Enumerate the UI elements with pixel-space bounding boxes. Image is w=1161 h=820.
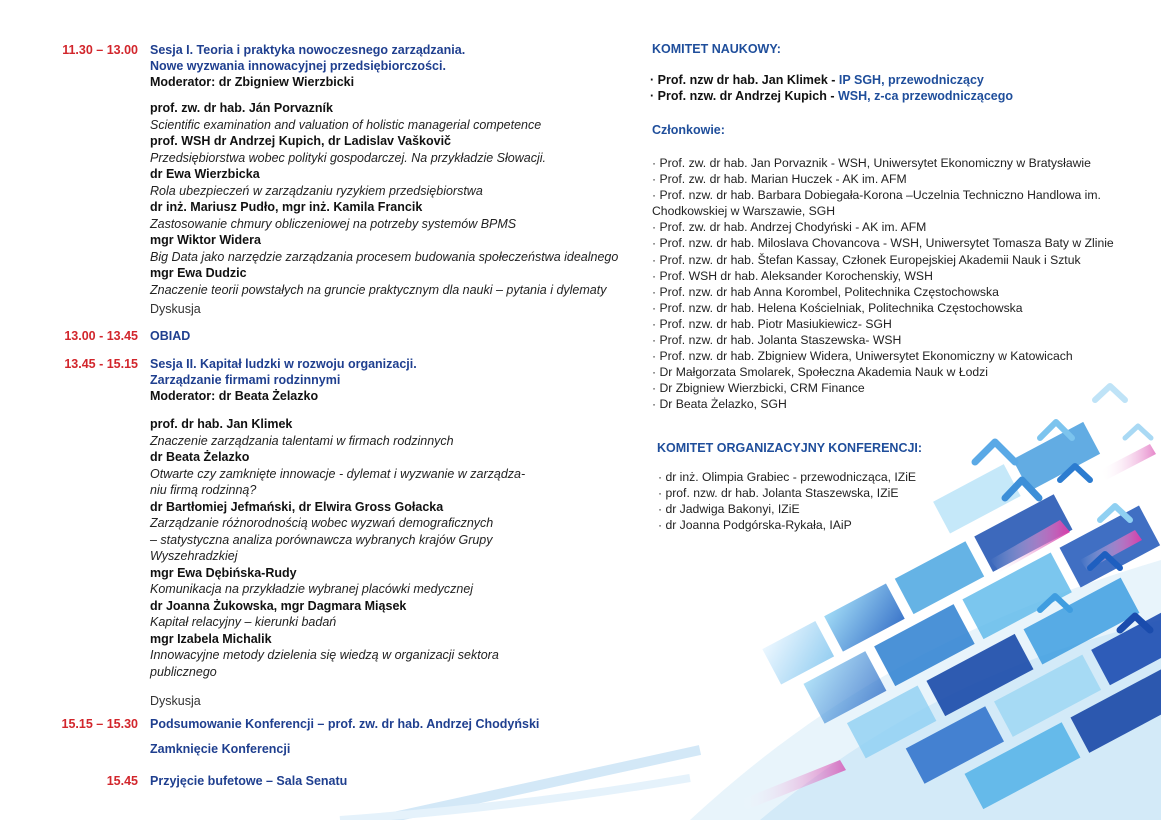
committee-chair [650, 72, 984, 88]
scientific-committee-heading: KOMITET NAUKOWY: [652, 42, 781, 56]
committee-chair-name: · Prof. nzw dr hab. Jan Klimek - [650, 73, 839, 87]
talk-title-line: Wyszehradzkiej [150, 549, 238, 563]
talk-title [150, 581, 620, 598]
talk-entry [150, 199, 620, 232]
session-2-header [150, 356, 620, 404]
talk-speakers: mgr Ewa Dudzic [150, 266, 247, 280]
talk-title-line: Otwarte czy zamknięte innowacje - dylemat i wyzwanie w zarządza- [150, 466, 526, 481]
talk-title [150, 216, 620, 233]
session-1-talks [150, 100, 620, 298]
buffet-time: 15.45 [106, 774, 138, 788]
talk-title [150, 282, 620, 299]
talk-title [150, 515, 620, 565]
members-heading: Członkowie: [652, 123, 725, 137]
committee-vice-chair-name: · Prof. nzw. dr Andrzej Kupich - [650, 89, 838, 103]
talk-speakers: dr Beata Żelazko [150, 450, 250, 464]
talk-title-line: – statystyczna analiza porównawcza wybranych krajów Grupy [150, 532, 493, 547]
talk-entry [150, 416, 620, 449]
talk-entry [150, 499, 620, 565]
organizing-member: · prof. nzw. dr hab. Jolanta Staszewska, IZiE [658, 486, 899, 501]
committee-member: · Prof. zw. dr hab. Marian Huczek - AK im. AFM [652, 172, 907, 187]
session-2-title-line-1: Sesja II. Kapitał ludzki w rozwoju organizacji. [150, 357, 417, 371]
committee-vice-chair-affiliation: WSH, z-ca przewodniczącego [837, 89, 1013, 103]
session-2-time: 13.45 - 15.15 [64, 357, 138, 371]
organizing-member: · dr Jadwiga Bakonyi, IZiE [658, 502, 800, 517]
organizing-committee-list [658, 469, 916, 533]
talk-title-line: publicznego [150, 664, 217, 679]
committee-member: · Prof. WSH dr hab. Aleksander Korochenskiy, WSH [652, 268, 933, 283]
talk-title [150, 433, 620, 450]
closing-label: Zamknięcie Konferencji [150, 742, 291, 756]
talk-entry [150, 631, 620, 681]
talk-entry [150, 598, 620, 631]
committee-vice-chair [650, 88, 1013, 104]
organizing-member: · dr Joanna Podgórska-Rykała, IAiP [658, 518, 852, 533]
lunch-label: OBIAD [150, 329, 191, 343]
talk-speakers: prof. zw. dr hab. Ján Porvazník [150, 101, 333, 115]
talk-title [150, 150, 620, 167]
talk-entry [150, 133, 620, 166]
talk-speakers: prof. WSH dr Andrzej Kupich, dr Ladislav Vaškovič [150, 134, 451, 148]
session-2-title-line-2: Zarządzanie firmami rodzinnymi [150, 373, 341, 387]
talk-title [150, 117, 620, 134]
session-1-title-line-2: Nowe wyzwania innowacyjnej przedsiębiorczości. [150, 59, 446, 73]
committee-member: · Dr Beata Żelazko, SGH [652, 397, 787, 412]
talk-entry [150, 265, 620, 298]
talk-title [150, 249, 620, 266]
committee-member: · Prof. zw. dr hab. Andrzej Chodyński - AK im. AFM [652, 220, 927, 235]
session-1-time: 11.30 – 13.00 [62, 43, 138, 57]
committee-chair-affiliation: IP SGH, przewodniczący [838, 73, 984, 87]
talk-speakers: dr Joanna Żukowska, mgr Dagmara Miąsek [150, 598, 407, 613]
talk-speakers: dr inż. Mariusz Pudło, mgr inż. Kamila Francik [150, 200, 423, 214]
talk-title-line: Znaczenie zarządzania talentami w firmach rodzinnych [150, 433, 454, 448]
talk-title [150, 466, 620, 499]
session-1-header [150, 42, 620, 90]
talk-title-line: Kapitał relacyjny – kierunki badań [150, 615, 337, 629]
talk-speakers: dr Ewa Wierzbicka [150, 167, 260, 181]
talk-entry [150, 449, 620, 499]
committee-member: · Prof. nzw. dr hab. Barbara Dobiegała-Korona –Uczelnia Techniczno Handlowa im. [652, 188, 1101, 203]
talk-title-line: Innowacyjne metody dzielenia się wiedzą w organizacji sektora [150, 648, 499, 662]
talk-title-line: Komunikacja na przykładzie wybranej placówki medycznej [150, 582, 474, 596]
talk-title [150, 647, 620, 680]
talk-title-line: Zastosowanie chmury obliczeniowej na potrzeby systemów BPMS [150, 216, 517, 231]
committee-member: · Prof. nzw. dr hab. Miloslava Chovancova - WSH, Uniwersytet Tomasza Baty w Zlinie [652, 236, 1114, 251]
committee-member: · Dr Zbigniew Wierzbicki, CRM Finance [652, 381, 865, 396]
talk-speakers: dr Bartłomiej Jefmański, dr Elwira Gross Gołacka [150, 499, 444, 514]
talk-entry [150, 565, 620, 598]
committee-member: · Dr Małgorzata Smolarek, Społeczna Akademia Nauk w Łodzi [652, 365, 988, 380]
summary-time: 15.15 – 15.30 [61, 717, 138, 731]
talk-title-line: niu firmą rodzinną? [150, 483, 257, 497]
talk-title-line: Scientific examination and valuation of holistic managerial competence [150, 117, 542, 132]
organizing-member: · dr inż. Olimpia Grabiec - przewodnicząca, IZiE [658, 470, 917, 484]
talk-title [150, 183, 620, 200]
talk-title-line: Rola ubezpieczeń w zarządzaniu ryzykiem przedsiębiorstwa [150, 183, 483, 198]
buffet-label: Przyjęcie bufetowe – Sala Senatu [150, 774, 348, 788]
committee-member: · Prof. nzw. dr hab. Zbigniew Widera, Uniwersytet Ekonomiczny w Katowicach [652, 349, 1073, 364]
committee-member: · Prof. nzw. dr hab. Helena Kościelniak, Politechnika Częstochowska [652, 300, 1023, 315]
talk-entry [150, 232, 620, 265]
talk-speakers: mgr Ewa Dębińska-Rudy [150, 565, 297, 580]
lunch-time: 13.00 - 13.45 [64, 329, 138, 343]
talk-speakers: prof. dr hab. Jan Klimek [150, 417, 293, 431]
committee-member: · Prof. zw. dr hab. Jan Porvaznik - WSH, Uniwersytet Ekonomiczny w Bratysławie [652, 156, 1091, 170]
session-2-moderator: Moderator: dr Beata Żelazko [150, 389, 319, 403]
committee-member: · Prof. nzw. dr hab Anna Korombel, Politechnika Częstochowska [652, 284, 999, 299]
committee-member: · Prof. nzw. dr hab. Piotr Masiukiewicz- SGH [652, 316, 892, 331]
committee-member: · Prof. nzw. dr hab. Jolanta Staszewska- WSH [652, 333, 902, 348]
session-2-talks [150, 416, 620, 680]
talk-title-line: Big Data jako narzędzie zarządzania procesem budowania społeczeństwa idealnego [150, 249, 619, 264]
members-list [652, 155, 1114, 413]
organizing-committee-heading: KOMITET ORGANIZACYJNY KONFERENCJI: [657, 441, 923, 455]
summary-label: Podsumowanie Konferencji – prof. zw. dr hab. Andrzej Chodyński [150, 717, 540, 731]
committee-member: · Prof. nzw. dr hab. Štefan Kassay, Członek Europejskiej Akademii Nauk i Sztuk [652, 252, 1081, 267]
session-1-moderator: Moderator: dr Zbigniew Wierzbicki [150, 75, 355, 89]
session-2-discussion: Dyskusja [150, 694, 201, 708]
talk-title-line: Znaczenie teorii powstałych na gruncie praktycznym dla nauki – pytania i dylematy [150, 282, 607, 297]
talk-entry [150, 166, 620, 199]
talk-title-line: Przedsiębiorstwa wobec polityki gospodarczej. Na przykładzie Słowacji. [150, 150, 547, 165]
committee-member: Chodkowskiej w Warszawie, SGH [652, 204, 836, 219]
talk-speakers: mgr Izabela Michalik [150, 631, 272, 646]
talk-speakers: mgr Wiktor Widera [150, 233, 261, 247]
session-1-discussion: Dyskusja [150, 302, 201, 316]
talk-title [150, 614, 620, 631]
talk-entry [150, 100, 620, 133]
session-1-title-line-1: Sesja I. Teoria i praktyka nowoczesnego zarządzania. [150, 43, 466, 57]
talk-title-line: Zarządzanie różnorodnością wobec wyzwań demograficznych [150, 516, 494, 530]
